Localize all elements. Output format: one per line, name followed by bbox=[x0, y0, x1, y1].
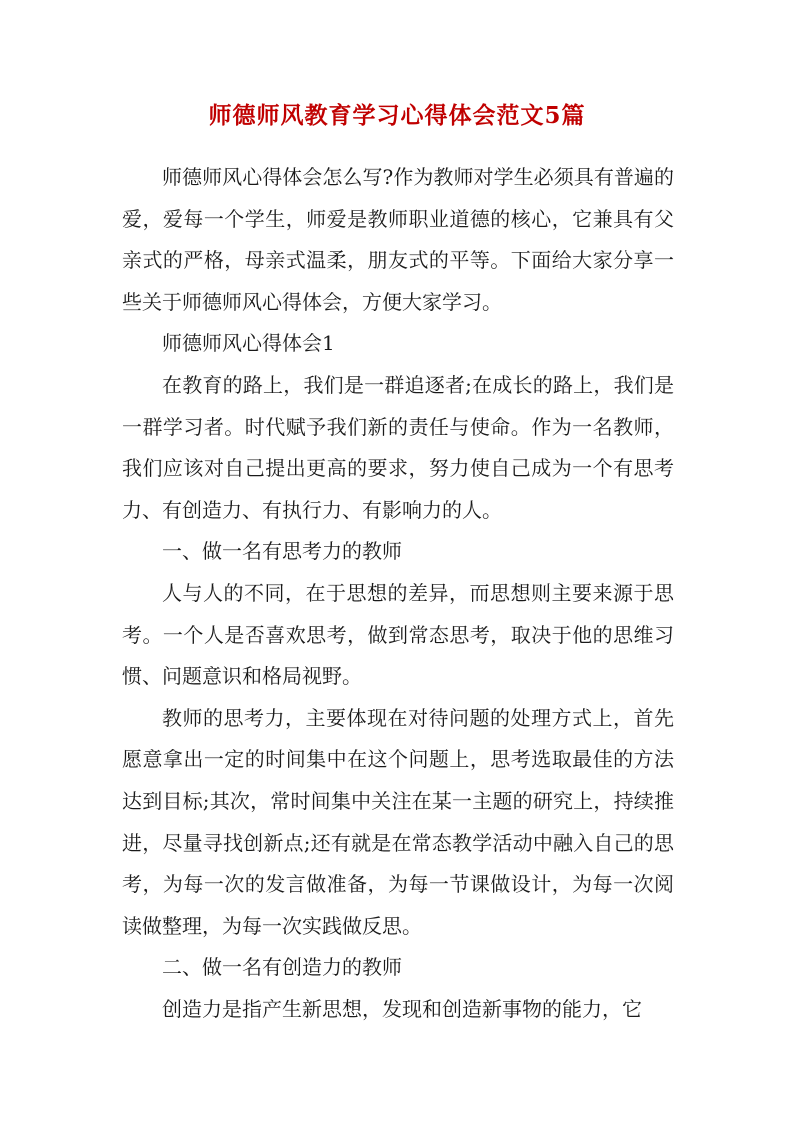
document-title: 师德师风教育学习心得体会范文5篇 bbox=[208, 102, 586, 129]
body-paragraph: 创造力是指产生新思想，发现和创造新事物的能力，它 bbox=[162, 996, 642, 1021]
body-paragraph: 教师的思考力，主要体现在对待问题的处理方式上，首先愿意拿出一定的时间集中在这个问题上，思考选取最佳的方法达到目标;其次，常时间集中关注在某一主题的研究上，持续推进，尽量寻找创新点;还有就是在常态教学活动中融入自己的思考，为每一次的发言做准备，为每一节课做设计，为每一次阅读做整理，为每一次实践做反思。 bbox=[122, 705, 674, 938]
subheading-creative-teacher: 二、做一名有创造力的教师 bbox=[162, 955, 402, 980]
document-body bbox=[122, 157, 674, 1030]
body-paragraph: 在教育的路上，我们是一群追逐者;在成长的路上，我们是一群学习者。时代赋予我们新的责任与使命。作为一名教师，我们应该对自己提出更高的要求，努力使自己成为一个有思考力、有创造力、有执行力、有影响力的人。 bbox=[122, 372, 674, 522]
subheading-thinking-teacher: 一、做一名有思考力的教师 bbox=[162, 539, 402, 564]
body-paragraph: 人与人的不同，在于思想的差异，而思想则主要来源于思考。一个人是否喜欢思考，做到常态思考，取决于他的思维习惯、问题意识和格局视野。 bbox=[122, 580, 674, 689]
section-heading-essay-1: 师德师风心得体会1 bbox=[162, 331, 335, 356]
intro-paragraph: 师德师风心得体会怎么写?作为教师对学生必须具有普遍的爱，爱每一个学生，师爱是教师职业道德的核心，它兼具有父亲式的严格，母亲式温柔，朋友式的平等。下面给大家分享一些关于师德师风心得体会，方便大家学习。 bbox=[122, 165, 674, 314]
